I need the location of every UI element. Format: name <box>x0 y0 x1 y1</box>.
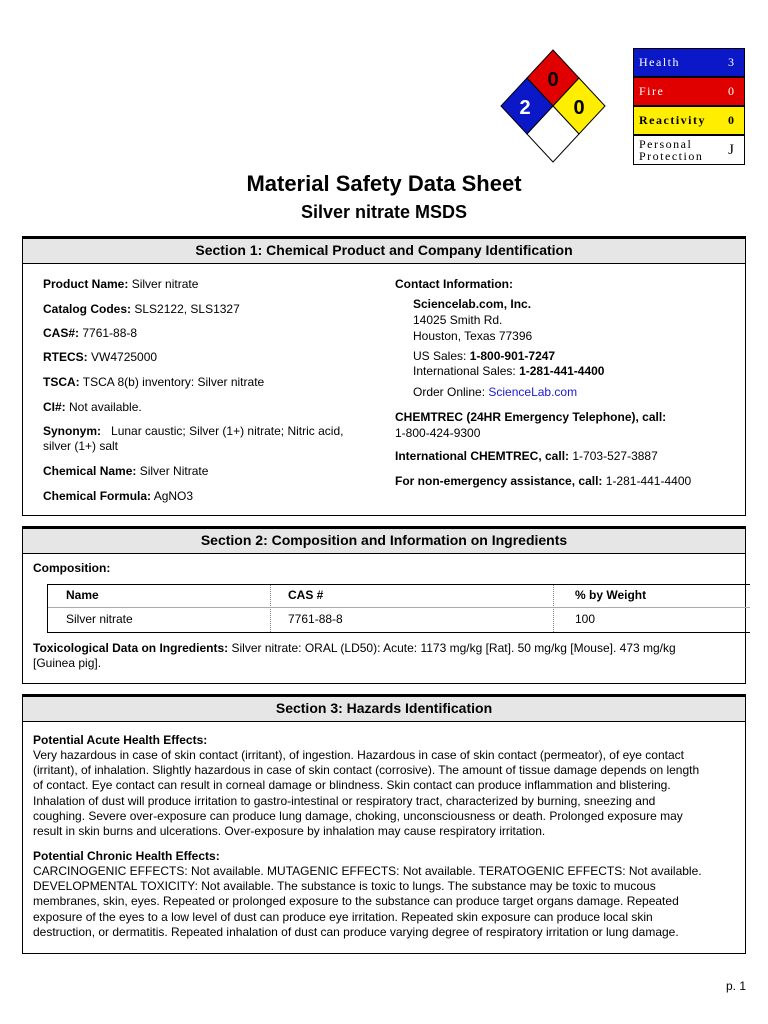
rtecs <box>43 350 157 365</box>
field-label: Toxicological Data on Ingredients: <box>33 641 229 655</box>
chemtrec-label: CHEMTREC (24HR Emergency Telephone), call: <box>395 410 667 424</box>
field-label: CI#: <box>43 400 66 414</box>
field-value: 7761-88-8 <box>82 326 138 340</box>
non-emergency-assistance <box>395 474 691 489</box>
company-name: Sciencelab.com, Inc. <box>413 297 532 311</box>
acute-effects-label: Potential Acute Health Effects: <box>33 733 208 747</box>
chemical-formula <box>43 489 193 504</box>
field-value: Not available. <box>69 400 142 414</box>
field-label: Chemical Name: <box>43 464 137 478</box>
text-line: result in skin burns and ulcerations. Over-exposure by inhalation may cause respiratory irritation. <box>33 824 546 839</box>
field-value: Lunar caustic; Silver (1+) nitrate; Nitric acid, <box>111 424 344 438</box>
text-line: coughing. Severe over-exposure can produce lung damage, choking, unconsciousness or death. Prolonged exposure may <box>33 808 683 823</box>
hazard-value: 0 <box>728 84 734 98</box>
table-header-cas: CAS # <box>288 588 324 602</box>
table-header-name: Name <box>66 588 99 602</box>
text-line: Inhalation of dust will produce irritation to gastro-intestinal or respiratory tract, characterized by burning, sneezing and <box>33 793 656 808</box>
table-cell-weight: 100 <box>575 612 596 626</box>
acute-effects-text <box>33 748 739 839</box>
address-line2: Houston, Texas 77396 <box>413 329 533 343</box>
field-label: CAS#: <box>43 326 80 340</box>
field-label: US Sales: <box>413 349 467 363</box>
field-value: 1-281-441-4400 <box>605 474 692 488</box>
catalog-codes <box>43 302 240 317</box>
field-label: International CHEMTREC, call: <box>395 449 570 463</box>
chronic-effects-text <box>33 864 739 940</box>
field-label: Order Online: <box>413 385 486 399</box>
field-value: VW4725000 <box>91 350 158 364</box>
text-line: Very hazardous in case of skin contact (irritant), of ingestion. Hazardous in case of skin contact (permeator), of eye contact <box>33 748 684 762</box>
field-label: TSCA: <box>43 375 80 389</box>
field-label: RTECS: <box>43 350 88 364</box>
text-line: DEVELOPMENTAL TOXICITY: Not available. The substance is toxic to lungs. The substance may be toxic to mucous <box>33 879 656 894</box>
composition-table <box>47 584 750 633</box>
hazard-row-health <box>633 48 745 77</box>
section-heading: Section 3: Hazards Identification <box>23 695 745 722</box>
tsca <box>43 375 264 390</box>
table-cell-name: Silver nitrate <box>66 612 133 626</box>
international-sales <box>413 364 604 379</box>
field-value-cont: silver (1+) salt <box>43 439 119 453</box>
ci-number <box>43 400 142 415</box>
field-label: Synonym: <box>43 424 102 438</box>
text-line: CARCINOGENIC EFFECTS: Not available. MUTAGENIC EFFECTS: Not available. TERATOGENIC EFFECTS: Not available. <box>33 864 702 878</box>
contact-label: Contact Information: <box>395 277 513 291</box>
ppe-label-line2: Protection <box>639 149 704 163</box>
international-chemtrec <box>395 449 658 464</box>
chemtrec-number: 1-800-424-9300 <box>395 426 481 440</box>
field-value: 1-800-901-7247 <box>469 349 556 363</box>
address-line1: 14025 Smith Rd. <box>413 313 503 327</box>
field-value: TSCA 8(b) inventory: Silver nitrate <box>82 375 265 389</box>
field-value: SLS2122, SLS1327 <box>134 302 240 316</box>
hazard-value: 3 <box>728 55 734 69</box>
cas-number <box>43 326 137 341</box>
section-heading: Section 1: Chemical Product and Company Identification <box>23 237 745 264</box>
field-label: International Sales: <box>413 364 516 378</box>
synonym <box>43 424 383 454</box>
hazard-row-reactivity <box>633 106 745 135</box>
field-value: Silver nitrate <box>131 277 199 291</box>
nfpa-fire-value: 0 <box>547 69 559 91</box>
text-line: of contact. Eye contact can result in corneal damage or blindness. Skin contact can produce inflammation and blistering. <box>33 778 671 793</box>
table-header-weight: % by Weight <box>575 588 647 602</box>
text-line: destruction, or dermatitis. Repeated inhalation of dust can produce varying degree of respiratory irritation or lung damage. <box>33 924 679 939</box>
nfpa-reactivity-value: 0 <box>573 97 585 119</box>
composition-label: Composition: <box>33 561 111 575</box>
toxicological-data <box>33 641 739 671</box>
text-line: (irritant), of inhalation. Slightly hazardous in case of skin contact (corrosive). The amount of tissue damage depends on length <box>33 763 700 778</box>
tox-line: [Guinea pig]. <box>33 656 102 670</box>
hazard-label: Reactivity <box>639 113 706 127</box>
hazard-row-personal-protection <box>633 135 745 165</box>
hazard-label: Health <box>639 55 680 69</box>
section-3 <box>22 694 746 954</box>
nfpa-health-value: 2 <box>519 97 531 119</box>
table-cell-cas: 7761-88-8 <box>288 612 343 626</box>
document-subtitle: Silver nitrate MSDS <box>300 202 468 222</box>
document-title: Material Safety Data Sheet <box>246 171 522 196</box>
us-sales <box>413 349 555 364</box>
product-name <box>43 277 198 292</box>
field-value: AgNO3 <box>153 489 194 503</box>
field-label: Product Name: <box>43 277 129 291</box>
order-online-link[interactable]: ScienceLab.com <box>488 385 578 399</box>
field-label: Catalog Codes: <box>43 302 132 316</box>
hazard-label: Fire <box>639 84 665 98</box>
section-2 <box>22 526 746 684</box>
hazard-value: 0 <box>728 113 734 127</box>
section-heading: Section 2: Composition and Information on Ingredients <box>23 527 745 554</box>
field-label: For non-emergency assistance, call: <box>395 474 603 488</box>
field-value: 1-281-441-4400 <box>519 364 605 378</box>
field-label: Chemical Formula: <box>43 489 152 503</box>
field-value: 1-703-527-3887 <box>572 449 658 463</box>
chemical-name <box>43 464 208 479</box>
hazard-row-fire <box>633 77 745 106</box>
field-value: Silver Nitrate <box>139 464 209 478</box>
text-line: exposure of the eyes to a low level of dust can produce eye irritation. Repeated skin exposure can produce local skin <box>33 909 653 924</box>
section-1 <box>22 236 746 516</box>
chronic-effects-label: Potential Chronic Health Effects: <box>33 849 220 863</box>
ppe-label-line1: Personal <box>639 137 693 151</box>
hazard-label <box>639 138 703 162</box>
page-number: p. 1 <box>725 979 746 993</box>
text-line: membranes, skin, eyes. Repeated or prolonged exposure to the substance can produce target organs damage. Repeated <box>33 894 679 909</box>
hazard-value: J <box>728 142 734 158</box>
order-online <box>413 385 577 400</box>
nfpa-hazard-diamond <box>498 48 608 166</box>
tox-line: Silver nitrate: ORAL (LD50): Acute: 1173 mg/kg [Rat]. 50 mg/kg [Mouse]. 473 mg/kg <box>231 641 676 655</box>
